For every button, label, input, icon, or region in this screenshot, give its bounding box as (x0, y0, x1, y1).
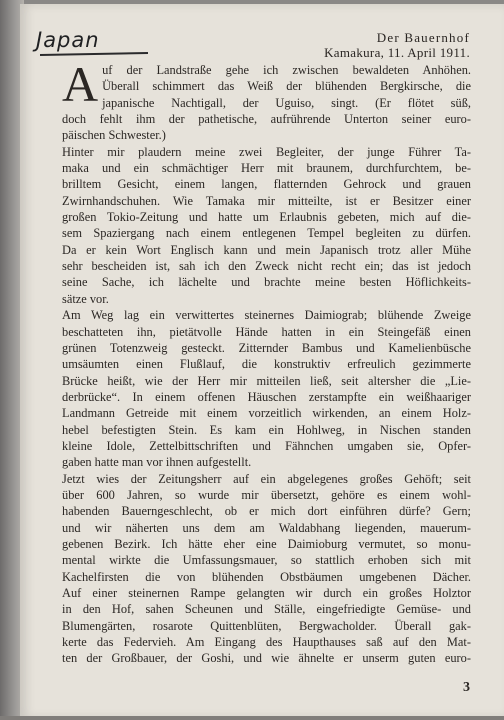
text-line: kerte das Federvieh. Am Eingang des Haupthauses saß auf den Mat- (62, 635, 471, 650)
paragraph-2 (62, 144, 471, 307)
section-title: Der Bauernhof (376, 30, 470, 45)
place-date: Kamakura, 11. April 1911. (324, 45, 470, 60)
text-line: derbrücke“. In einem offenen Häuschen zerstampfte ein weißhaariger (62, 389, 471, 404)
text-line: sehr bescheiden ist, sah ich den Zweck nicht recht ein; das ist jedoch (62, 259, 471, 274)
text-line: Auf einer steinernen Rampe gelangten wir durch ein großes Holztor (62, 586, 471, 600)
text-line: grünen Totenzweig gesteckt. Zitternder Bambus und Kamelienbüsche (62, 340, 471, 355)
text-line: gaben hatte man vor ihnen aufgestellt. (62, 455, 252, 470)
text-line: Am Weg lag ein verwittertes steinernes Daimiograb; blühende Zweige (62, 308, 471, 323)
text-line: beschatteten ihn, pietätvolle Hände hatten in ein Steingefäß einen (62, 324, 471, 339)
text-line: doch fehlt ihm der pathetische, aufrührende Unterton seiner euro- (62, 112, 471, 127)
text-line: in den Hof, sahen Scheunen und Ställe, eingefriedigte Gemüse- und (62, 602, 471, 617)
text-line: hebel befestigten Stein. Es kam ein Hohlweg, in Nischen standen (62, 422, 471, 437)
text-line: Brücke heißt, wie der Herr mir mitteilen ließ, seit altersher die „Lie- (62, 373, 471, 388)
text-line: seine Sache, ich lächelte und brachte meine besten Höflichkeits- (62, 275, 471, 290)
text-line: sem Spaziergang nach einem entlegenen Tempel begleiten zu dürfen. (62, 226, 471, 241)
text-line: über 600 Jahren, so wurde mir übersetzt, gehöre es einem wohl- (62, 487, 471, 502)
page-number: 3 (463, 680, 470, 695)
paragraph-1-dropcap-lines (62, 56, 471, 112)
paragraph-4 (62, 471, 471, 667)
drop-cap: A (62, 56, 99, 112)
body-text (62, 56, 471, 667)
text-line: Da er kein Wort Englisch kann und mein Japanisch trotz aller Mühe (62, 242, 471, 257)
text-line: kleine Idole, Zettelbittschriften und Fähnchen umgaben sie, Opfer- (62, 438, 471, 453)
text-line: habenden Bauerngeschlecht, ob er mich dort einführen dürfe? Gern; (62, 504, 471, 519)
text-line: Kachelfirsten die von blühenden Obstbäumen umgebenen Dächer. (62, 569, 471, 584)
text-line: ten der Großbauer, der Goshi, und wie ähnelte er unserm guten euro- (62, 651, 471, 666)
text-line: Überall schimmert das Weiß der blühenden Bergkirsche, die (102, 79, 471, 94)
text-line: gebenen Bezirk. Ich hätte eher eine Daimioburg vermutet, so monu- (62, 536, 471, 551)
page-bottom-edge (0, 716, 504, 720)
text-line: Blumengärten, rosarote Quittenblüten, Bergwacholder. Überall gak- (62, 618, 471, 633)
paragraph-1 (62, 56, 471, 144)
text-line: großen Tokio-Zeitung und hatte um Erlaubnis gebeten, mich auf die- (62, 210, 471, 225)
text-line: und wir näherten uns dem am Waldabhang liegenden, mauerum- (62, 520, 471, 535)
text-line: Zwirnhandschuhen. Wie Tamaka mir mitteilte, ist er Besitzer einer (62, 193, 471, 208)
text-line: brilltem Gesicht, einem langen, flatternden Gehrock und grauen (62, 177, 471, 192)
paragraph-3 (62, 307, 471, 470)
text-line: uf der Landstraße gehe ich zwischen bewaldeten Anhöhen. (102, 63, 471, 77)
chapter-label: Japan (36, 28, 100, 52)
text-line: Hinter mir plaudern meine zwei Begleiter, der junge Führer Ta- (62, 144, 471, 159)
text-line: maka und ein schmächtiger Herr mit braunem, durchfurchtem, be- (62, 161, 471, 176)
text-line: päischen Schwester.) (62, 128, 166, 143)
text-line: japanische Nachtigall, der Uguiso, singt. (Er flötet süß, (102, 95, 471, 110)
text-line: Landmann Getreide mit einem vorzeitlich wirkenden, an einem Holz- (62, 406, 471, 421)
text-line: umsäumten einen Flußlauf, die konstruktiv erfreulich gezimmerte (62, 357, 471, 372)
text-line: mental wirkte die Umfassungsmauer, so stattlich erhoben sich mit (62, 553, 471, 568)
paragraph-1-lines (62, 111, 471, 144)
text-line: Jetzt wies der Zeitungsherr auf ein abgelegenes großes Gehöft; seit (62, 471, 471, 486)
text-line: sätze vor. (62, 291, 109, 306)
